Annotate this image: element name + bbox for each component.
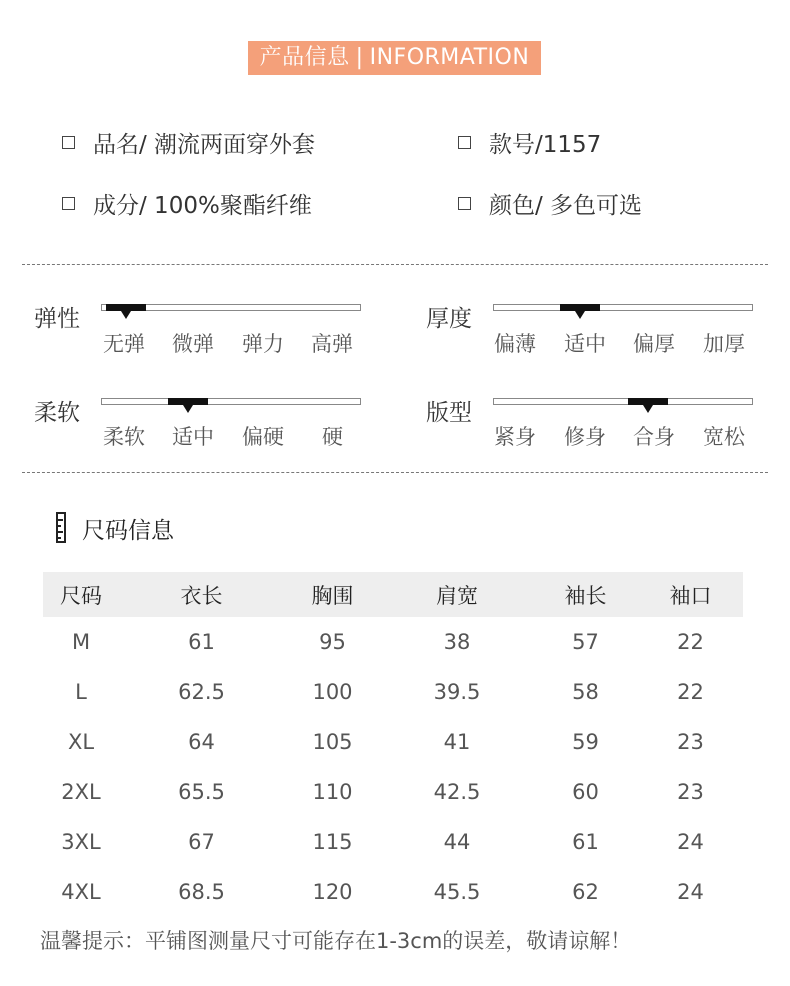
- table-cell: 3XL: [61, 830, 101, 854]
- scale-option: 宽松: [703, 425, 745, 449]
- table-cell: 120: [312, 880, 353, 904]
- scale-option: 弹力: [242, 332, 284, 356]
- table-row: [43, 767, 743, 817]
- table-cell: 24: [677, 880, 704, 904]
- info-text: 成分/ 100%聚酯纤维: [93, 193, 312, 219]
- table-cell: M: [71, 630, 91, 654]
- table-row: [43, 817, 743, 867]
- table-row: [43, 617, 743, 667]
- table-cell: 105: [312, 730, 353, 754]
- attribute-label: 柔软: [34, 400, 80, 426]
- attribute-label: 版型: [426, 400, 472, 426]
- table-cell: 62.5: [178, 680, 225, 704]
- table-cell: 24: [677, 830, 704, 854]
- ruler-icon: [56, 512, 66, 543]
- table-cell: 39.5: [433, 680, 481, 704]
- column-header: 尺码: [43, 572, 119, 617]
- scale-option: 偏薄: [494, 332, 536, 356]
- checkbox-icon: [62, 197, 75, 210]
- table-cell: 60: [572, 780, 599, 804]
- attribute-level-pointer: [643, 405, 653, 413]
- table-cell: 4XL: [61, 880, 101, 904]
- scale-option: 适中: [564, 332, 606, 356]
- table-cell: XL: [67, 730, 95, 754]
- scale-option: 加厚: [703, 332, 745, 356]
- info-item-material: [62, 187, 312, 220]
- table-cell: 58: [572, 680, 599, 704]
- attribute-label: 弹性: [34, 306, 80, 332]
- info-item-name: [62, 126, 315, 159]
- info-item-color: [458, 187, 642, 220]
- header-title-cn: 产品信息: [259, 45, 350, 70]
- table-cell: 41: [443, 730, 471, 754]
- table-cell: 23: [677, 730, 704, 754]
- info-item-style-no: [458, 126, 601, 159]
- attribute-level-pointer: [121, 311, 131, 319]
- table-cell: 45.5: [433, 880, 481, 904]
- table-cell: 95: [319, 630, 346, 654]
- table-cell: 22: [677, 630, 704, 654]
- table-cell: 68.5: [178, 880, 225, 904]
- checkbox-icon: [458, 136, 471, 149]
- scale-option: 硬: [322, 425, 343, 449]
- table-cell: 22: [677, 680, 704, 704]
- table-cell: 44: [443, 830, 471, 854]
- attribute-label: 厚度: [426, 306, 472, 332]
- attribute-level-pointer: [183, 405, 193, 413]
- scale-option: 无弹: [103, 332, 145, 356]
- info-text: 颜色/ 多色可选: [489, 193, 643, 219]
- footnote: 温馨提示：平铺图测量尺寸可能存在1-3cm的误差，敬请谅解！: [40, 929, 632, 953]
- table-cell: 23: [677, 780, 704, 804]
- attribute-level-pointer: [575, 311, 585, 319]
- attribute-level-fill: [560, 304, 600, 311]
- scale-option: 紧身: [494, 425, 536, 449]
- header-separator: |: [355, 45, 364, 70]
- table-cell: 64: [188, 730, 215, 754]
- checkbox-icon: [62, 136, 75, 149]
- table-cell: 100: [312, 680, 353, 704]
- header-title-en: INFORMATION: [369, 45, 530, 70]
- size-section-title: 尺码信息: [82, 518, 174, 544]
- column-header: 袖口: [638, 572, 743, 617]
- divider: [22, 264, 768, 265]
- attribute-track: [101, 304, 361, 311]
- table-cell: 62: [572, 880, 599, 904]
- attribute-level-fill: [106, 304, 146, 311]
- column-header: 袖长: [533, 572, 638, 617]
- column-header: 肩宽: [381, 572, 533, 617]
- scale-option: 适中: [172, 425, 214, 449]
- attribute-level-fill: [628, 398, 668, 405]
- attribute-track: [101, 398, 361, 405]
- table-cell: 38: [443, 630, 471, 654]
- size-table: [43, 572, 743, 917]
- table-cell: 67: [188, 830, 215, 854]
- table-cell: 61: [572, 830, 599, 854]
- scale-option: 合身: [633, 425, 675, 449]
- info-text: 品名/ 潮流两面穿外套: [93, 132, 316, 158]
- scale-option: 微弹: [172, 332, 214, 356]
- checkbox-icon: [458, 197, 471, 210]
- scale-option: 高弹: [311, 332, 353, 356]
- scale-option: 偏厚: [633, 332, 675, 356]
- section-header-badge: [248, 41, 541, 75]
- attribute-track: [493, 398, 753, 405]
- table-row: [43, 717, 743, 767]
- table-cell: 59: [572, 730, 599, 754]
- column-header: 胸围: [284, 572, 381, 617]
- table-header-row: [43, 572, 743, 617]
- scale-option: 柔软: [103, 425, 145, 449]
- scale-option: 修身: [564, 425, 606, 449]
- table-cell: 65.5: [178, 780, 225, 804]
- table-cell: 42.5: [433, 780, 481, 804]
- table-cell: 110: [312, 780, 353, 804]
- table-cell: 115: [312, 830, 353, 854]
- table-cell: L: [75, 680, 87, 704]
- table-cell: 57: [572, 630, 599, 654]
- attribute-track: [493, 304, 753, 311]
- column-header: 衣长: [119, 572, 284, 617]
- table-row: [43, 867, 743, 917]
- info-text: 款号/1157: [489, 132, 602, 158]
- table-row: [43, 667, 743, 717]
- table-cell: 2XL: [61, 780, 101, 804]
- attribute-level-fill: [168, 398, 208, 405]
- scale-option: 偏硬: [242, 425, 284, 449]
- divider: [22, 472, 768, 473]
- table-cell: 61: [188, 630, 215, 654]
